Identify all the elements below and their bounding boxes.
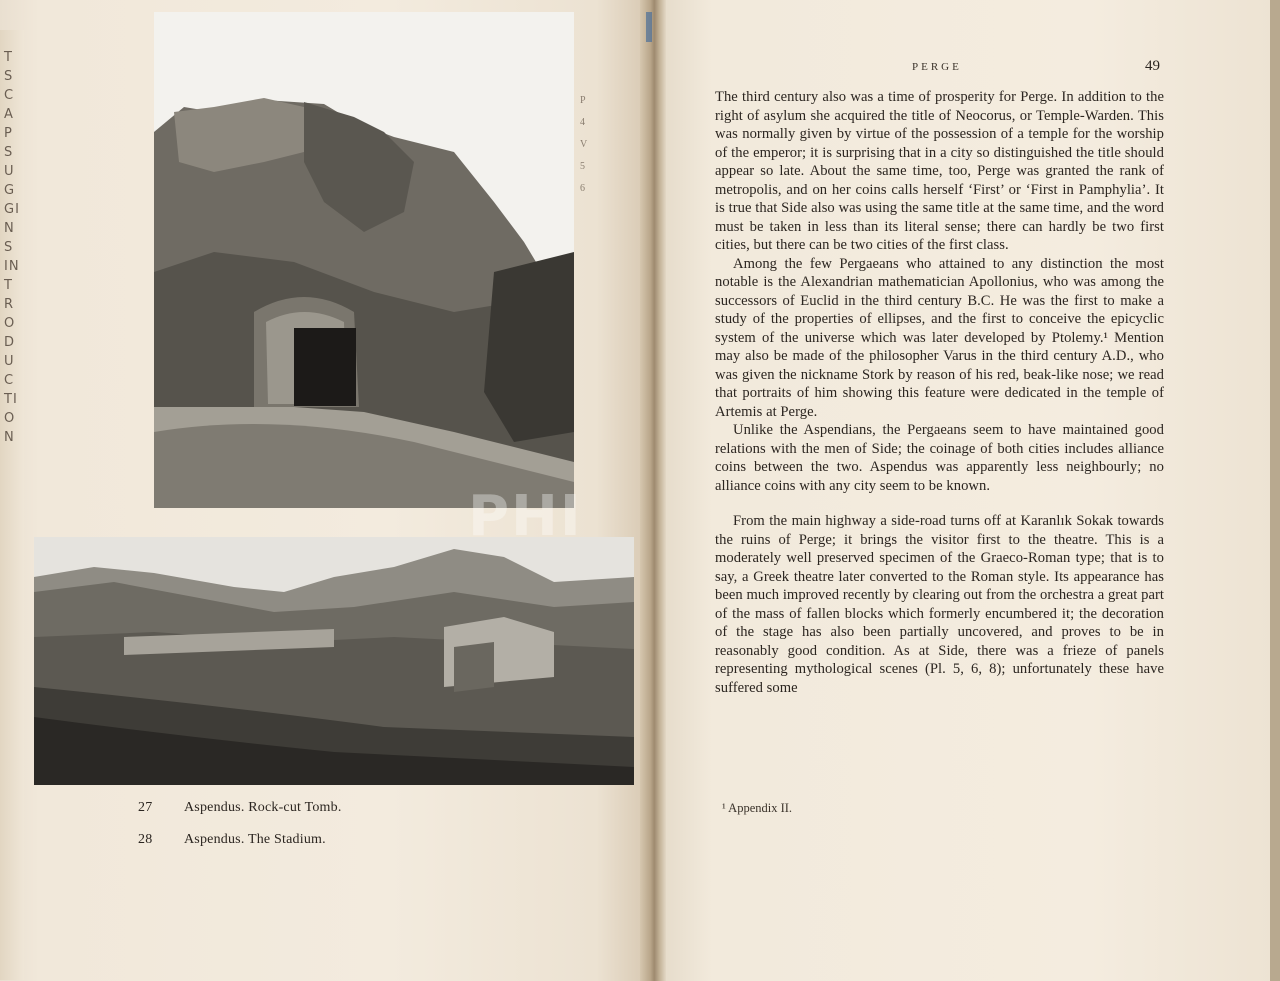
rock-cut-tomb-illustration — [154, 12, 574, 508]
paragraph: From the main highway a side-road turns off at Karanlık Sokak towards the ruins of Perge; it brings the visitor first to the theatre. This is a moderately well preserved specimen of the Graeco-Roman type; that is to say, a Greek theatre later converted to the Roman style. Its appearance has been much improved recently by clearing out from the orchestra a great part of the mass of fallen blocks which formerly encumbered it; the decoration of the stage has also been partially uncovered, and proves to be in reasonably good condition. As at Side, there was a frieze of panels representing mythological scenes (Pl. 5, 6, 8); unfortunately these have suffered some — [715, 513, 1164, 696]
stadium-illustration — [34, 537, 634, 785]
caption-text: Aspendus. The Stadium. — [184, 832, 326, 847]
watermark: PHI — [468, 484, 583, 549]
bleed-mark: 4 — [580, 117, 585, 128]
caption-text: Aspendus. Rock-cut Tomb. — [184, 800, 342, 815]
bleed-mark: V — [580, 139, 588, 150]
running-head: PERGE — [912, 61, 962, 73]
paragraph: Unlike the Aspendians, the Pergaeans seem to have maintained good relations with the men of Side; the coinage of both cities includes alliance coins between the two. Aspendus was apparently less neighbourly; no alliance coins with any city seem to be known. — [715, 422, 1164, 494]
body-text — [715, 88, 1164, 697]
bleed-mark: P — [580, 95, 586, 106]
page-number: 49 — [1145, 58, 1160, 74]
bleed-mark: 5 — [580, 161, 585, 172]
paragraph: The third century also was a time of prosperity for Perge. In addition to the right of asylum she acquired the title of Neocorus, or Temple-Warden. This was normally given by virtue of the possession of a temple for the worship of the emperor; it is surprising that in a city so distinguished the title should appear so late. About the same time, too, Perge was granted the rank of metropolis, and on her coins calls herself ‘First’ or ‘First in Pamphylia’. It is true that Side also was using the same title at the same time, and the word must be taken in less than its literal sense; there can hardly be two first cities, but there can be two cities of the first class. — [715, 89, 1164, 253]
paragraph: Among the few Pergaeans who attained to any distinction the most notable is the Alexandrian mathematician Apollonius, who was among the successors of Euclid in the third century B.C. He was the first to make a study of the properties of ellipses, and the first to conceive the epicyclic system of the universe which was later developed by Ptolemy.¹ Mention may also be made of the philosopher Varus in the third century A.D., who was given the nickname Stork by reason of his red, beak-like nose; we read that portraits of him showing this feature were dedicated in the temple of Artemis at Perge. — [715, 255, 1164, 420]
rock-cut-tomb-photo — [154, 12, 574, 508]
stadium-photo — [34, 537, 634, 785]
footnote: ¹ Appendix II. — [722, 801, 793, 815]
caption-number: 28 — [138, 832, 153, 847]
spine-mark — [646, 12, 652, 42]
caption-27 — [138, 798, 558, 818]
caption-number: 27 — [138, 800, 153, 815]
page-edge-text: TSCAPS UGGINS INTRODUCTION — [4, 50, 20, 445]
caption-28 — [138, 830, 558, 850]
bleed-marks — [580, 90, 590, 200]
right-page-edge — [1270, 0, 1280, 981]
bleed-mark: 6 — [580, 183, 585, 194]
photo-captions — [138, 798, 558, 862]
